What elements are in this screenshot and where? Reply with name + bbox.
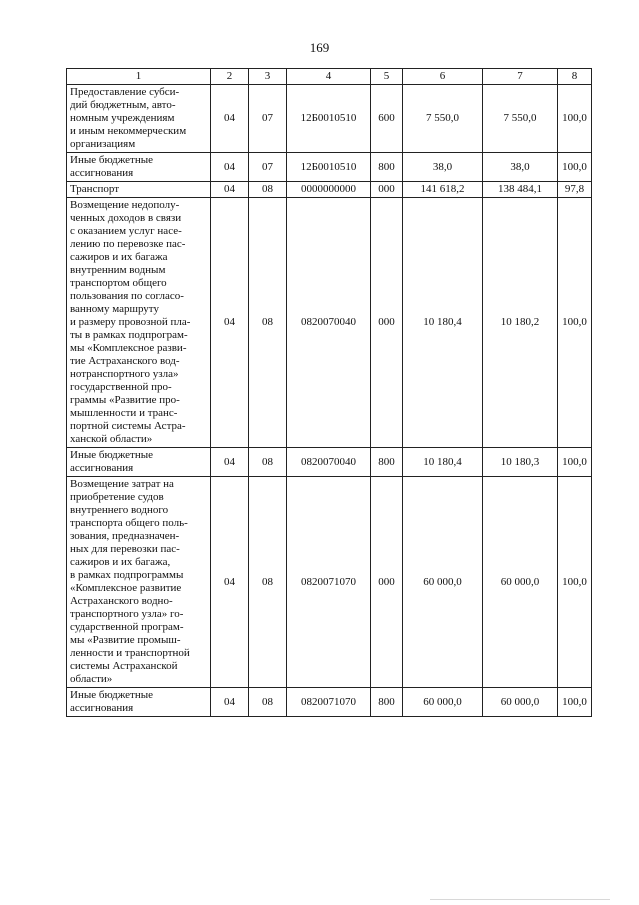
description-line: внутренним водным	[70, 264, 166, 276]
target-article-code: 0000000000	[287, 182, 371, 198]
description-line: мы «Комплексное разви-	[70, 342, 187, 354]
description-line: сажиров и их багажа,	[70, 556, 171, 568]
description-line: «Комплексное развитие	[70, 582, 182, 594]
execution-percent: 100,0	[558, 477, 592, 688]
planned-amount: 10 180,4	[403, 198, 483, 448]
table-row	[67, 477, 592, 688]
row-description	[67, 477, 211, 688]
description-line: и иным некоммерческим	[70, 125, 187, 137]
column-header: 4	[287, 69, 371, 85]
actual-amount: 60 000,0	[483, 688, 558, 717]
actual-amount: 10 180,3	[483, 448, 558, 477]
column-header: 3	[249, 69, 287, 85]
actual-amount: 38,0	[483, 153, 558, 182]
row-description	[67, 688, 211, 717]
subsection-code: 08	[249, 198, 287, 448]
description-line: Предоставление субси-	[70, 86, 180, 98]
execution-percent: 97,8	[558, 182, 592, 198]
description-line: Иные бюджетные	[70, 449, 154, 461]
description-line: сударственной програм-	[70, 621, 184, 633]
column-number-row	[67, 69, 592, 85]
actual-amount: 7 550,0	[483, 85, 558, 153]
execution-percent: 100,0	[558, 688, 592, 717]
expense-type-code: 600	[371, 85, 403, 153]
description-line: ленности и транспортной	[70, 647, 190, 659]
section-code: 04	[211, 153, 249, 182]
row-description	[67, 448, 211, 477]
description-line: государственной про-	[70, 381, 172, 393]
description-line: организациям	[70, 138, 136, 150]
table-row	[67, 688, 592, 717]
table-row	[67, 85, 592, 153]
description-line: сажиров и их багажа	[70, 251, 168, 263]
section-code: 04	[211, 448, 249, 477]
target-article-code: 0820071070	[287, 477, 371, 688]
description-line: тие Астраханского вод-	[70, 355, 180, 367]
subsection-code: 08	[249, 448, 287, 477]
expense-type-code: 000	[371, 198, 403, 448]
description-line: лению по перевозке пас-	[70, 238, 186, 250]
section-code: 04	[211, 182, 249, 198]
column-header: 6	[403, 69, 483, 85]
description-line: с оказанием услуг насе-	[70, 225, 182, 237]
table-row	[67, 153, 592, 182]
row-description	[67, 153, 211, 182]
description-line: системы Астраханской	[70, 660, 178, 672]
description-line: области»	[70, 673, 113, 685]
subsection-code: 08	[249, 182, 287, 198]
description-line: транспортом общего	[70, 277, 167, 289]
planned-amount: 38,0	[403, 153, 483, 182]
page-number: 169	[309, 40, 330, 55]
planned-amount: 60 000,0	[403, 688, 483, 717]
description-line: транспортного узла» го-	[70, 608, 184, 620]
description-line: ассигнования	[70, 167, 134, 179]
section-code: 04	[211, 198, 249, 448]
description-line: внутреннего водного	[70, 504, 169, 516]
column-header: 2	[211, 69, 249, 85]
description-line: номным учреждениям	[70, 112, 175, 124]
description-line: Астраханского водно-	[70, 595, 173, 607]
execution-percent: 100,0	[558, 198, 592, 448]
row-description	[67, 198, 211, 448]
column-header: 5	[371, 69, 403, 85]
subsection-code: 07	[249, 153, 287, 182]
planned-amount: 60 000,0	[403, 477, 483, 688]
row-description	[67, 85, 211, 153]
description-line: и размеру провозной пла-	[70, 316, 191, 328]
description-line: ченных доходов в связи	[70, 212, 182, 224]
description-line: ханской области»	[70, 433, 153, 445]
target-article-code: 12Б0010510	[287, 85, 371, 153]
planned-amount: 10 180,4	[403, 448, 483, 477]
column-header: 8	[558, 69, 592, 85]
execution-percent: 100,0	[558, 85, 592, 153]
description-line: мы «Развитие промыш-	[70, 634, 181, 646]
planned-amount: 141 618,2	[403, 182, 483, 198]
description-line: Иные бюджетные	[70, 154, 154, 166]
section-code: 04	[211, 477, 249, 688]
column-header: 1	[67, 69, 211, 85]
description-line: портной системы Астра-	[70, 420, 186, 432]
description-line: приобретение судов	[70, 491, 164, 503]
description-line: нотранспортного узла»	[70, 368, 179, 380]
expense-type-code: 000	[371, 477, 403, 688]
scan-artifact-line	[430, 899, 610, 900]
description-line: мышленности и транс-	[70, 407, 178, 419]
table-row	[67, 198, 592, 448]
table-row	[67, 448, 592, 477]
description-line: ассигнования	[70, 702, 134, 714]
description-line: ванному маршруту	[70, 303, 159, 315]
description-line: ассигнования	[70, 462, 134, 474]
description-line: Иные бюджетные	[70, 689, 154, 701]
description-line: Транспорт	[70, 183, 120, 195]
execution-percent: 100,0	[558, 448, 592, 477]
expense-type-code: 000	[371, 182, 403, 198]
description-line: пользования по согласо-	[70, 290, 184, 302]
target-article-code: 0820070040	[287, 198, 371, 448]
description-line: транспорта общего поль-	[70, 517, 188, 529]
target-article-code: 0820071070	[287, 688, 371, 717]
column-header: 7	[483, 69, 558, 85]
expense-type-code: 800	[371, 448, 403, 477]
subsection-code: 08	[249, 688, 287, 717]
target-article-code: 12Б0010510	[287, 153, 371, 182]
target-article-code: 0820070040	[287, 448, 371, 477]
table-body	[67, 69, 592, 717]
description-line: Возмещение затрат на	[70, 478, 174, 490]
description-line: дий бюджетным, авто-	[70, 99, 176, 111]
actual-amount: 138 484,1	[483, 182, 558, 198]
description-line: в рамках подпрограммы	[70, 569, 184, 581]
execution-percent: 100,0	[558, 153, 592, 182]
description-line: ты в рамках подпрограм-	[70, 329, 188, 341]
planned-amount: 7 550,0	[403, 85, 483, 153]
actual-amount: 10 180,2	[483, 198, 558, 448]
description-line: ных для перевозки пас-	[70, 543, 180, 555]
description-line: зования, предназначен-	[70, 530, 180, 542]
table-row	[67, 182, 592, 198]
subsection-code: 07	[249, 85, 287, 153]
budget-table	[66, 68, 592, 717]
description-line: граммы «Развитие про-	[70, 394, 180, 406]
description-line: Возмещение недополу-	[70, 199, 180, 211]
subsection-code: 08	[249, 477, 287, 688]
actual-amount: 60 000,0	[483, 477, 558, 688]
section-code: 04	[211, 85, 249, 153]
expense-type-code: 800	[371, 153, 403, 182]
row-description	[67, 182, 211, 198]
section-code: 04	[211, 688, 249, 717]
expense-type-code: 800	[371, 688, 403, 717]
